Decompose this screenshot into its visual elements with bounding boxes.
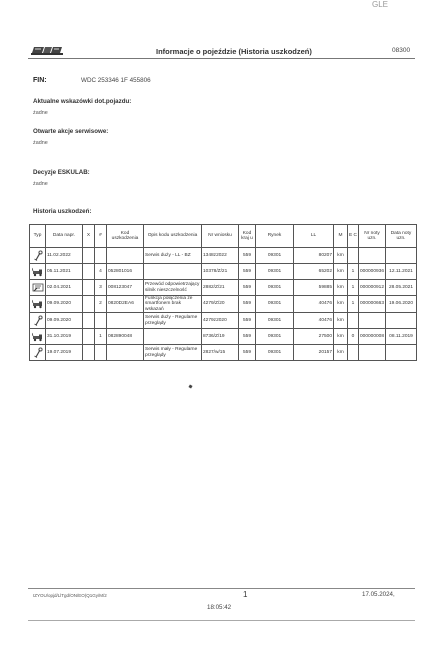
cell-ec: 0 <box>348 329 359 345</box>
cell-x <box>83 248 95 264</box>
cell-country: 559 <box>239 296 256 313</box>
column-header: Kod kraj u <box>239 225 256 248</box>
column-header: Data napr. <box>46 225 83 248</box>
stray-mark <box>188 384 192 388</box>
cell-unit: km <box>334 345 348 361</box>
page-title: Informacje o pojeździe (Historia uszkodzeń) <box>156 47 312 56</box>
section-title-history: Historia uszkodzeń: <box>33 208 92 215</box>
cell-note-no: 000000912 <box>359 280 386 296</box>
table-row <box>30 296 417 313</box>
cell-ll: 27500 <box>294 329 334 345</box>
cell-x <box>83 329 95 345</box>
cell-claim: 4279z2020 <box>202 313 239 329</box>
section-value-vehicle-notes: żadne <box>33 110 48 116</box>
cell-market: 09301 <box>256 264 294 280</box>
header-divider <box>28 58 415 59</box>
wrench-icon <box>30 313 46 329</box>
cell-ec: 1 <box>348 280 359 296</box>
document-number: 08300 <box>392 47 411 54</box>
cell-num <box>95 345 107 361</box>
cell-ec <box>348 313 359 329</box>
section-title-open-actions: Otwarte akcje serwisowe: <box>33 128 109 135</box>
wrench-icon <box>30 248 46 264</box>
cell-country: 559 <box>239 329 256 345</box>
column-header: M <box>334 225 348 248</box>
cell-note-no: 000000008 <box>359 329 386 345</box>
cell-note-no <box>359 313 386 329</box>
cell-num: 1 <box>95 329 107 345</box>
column-header: E C <box>348 225 359 248</box>
tow-truck-icon <box>30 296 46 313</box>
cell-unit: km <box>334 329 348 345</box>
wrench-icon <box>30 345 46 361</box>
cell-desc: Serwis duży - LL - BZ <box>144 248 202 264</box>
section-value-eskulab: żadne <box>33 181 48 187</box>
cell-ll: 80207 <box>294 248 334 264</box>
cell-country: 559 <box>239 313 256 329</box>
cell-note-no <box>359 345 386 361</box>
cell-note-date: 19.06.2020 <box>386 296 417 313</box>
cell-claim: 4279/Z/20 <box>202 296 239 313</box>
cell-unit: km <box>334 296 348 313</box>
cell-code: 0820D2EA6 <box>107 296 144 313</box>
cell-country: 559 <box>239 345 256 361</box>
cell-note-date: 12.11.2021 <box>386 264 417 280</box>
cell-code: 052801016 <box>107 264 144 280</box>
table-row <box>30 313 417 329</box>
footer-page-number: 1 <box>243 590 248 599</box>
table-row <box>30 345 417 361</box>
cell-note-no <box>359 248 386 264</box>
cell-num: 3 <box>95 280 107 296</box>
cell-code <box>107 345 144 361</box>
cell-date: 09.09.2020 <box>46 313 83 329</box>
cell-x <box>83 345 95 361</box>
cell-desc: Serwis duży - Regularne przeglądy <box>144 313 202 329</box>
table-row <box>30 248 417 264</box>
footer-divider <box>28 588 415 589</box>
cell-claim: 2827/w/15 <box>202 345 239 361</box>
fin-value: WDC 253346 1F 455806 <box>81 77 151 84</box>
column-header: Nr noty uzn. <box>359 225 386 248</box>
cell-code <box>107 248 144 264</box>
cell-num <box>95 313 107 329</box>
cell-num: 4 <box>95 264 107 280</box>
cell-date: 19.07.2019 <box>46 345 83 361</box>
column-header: # <box>95 225 107 248</box>
cell-country: 559 <box>239 280 256 296</box>
column-header: Opis kodu uszkodzenia <box>144 225 202 248</box>
cell-desc: Serwis mały - Regularne przeglądy <box>144 345 202 361</box>
cell-desc <box>144 264 202 280</box>
recall-icon <box>30 280 46 296</box>
cell-ec <box>348 345 359 361</box>
cell-date: 05.11.2021 <box>46 264 83 280</box>
column-header: Typ <box>30 225 46 248</box>
table-row <box>30 280 417 296</box>
footer-time: 18:05:42 <box>207 604 232 611</box>
cell-ll: 65202 <box>294 264 334 280</box>
cell-note-no: 000000663 <box>359 296 386 313</box>
table-row <box>30 329 417 345</box>
table-header-row <box>30 225 417 248</box>
cell-x <box>83 296 95 313</box>
cell-ll: 20157 <box>294 345 334 361</box>
column-header: X <box>83 225 95 248</box>
fin-label: FIN: <box>33 77 47 84</box>
cell-code <box>107 313 144 329</box>
cell-market: 09301 <box>256 345 294 361</box>
damage-history-table <box>29 224 417 361</box>
cell-code: 008123047 <box>107 280 144 296</box>
cell-country: 559 <box>239 264 256 280</box>
cell-market: 09301 <box>256 296 294 313</box>
cell-market: 09301 <box>256 280 294 296</box>
cell-x <box>83 313 95 329</box>
cell-unit: km <box>334 248 348 264</box>
cell-market: 09301 <box>256 329 294 345</box>
cell-note-date <box>386 313 417 329</box>
footer-document-id: IZYOU/opjd/LlTgd/ON/EO(Q1Gy/M/2 <box>33 593 107 598</box>
cell-claim: 1348z2022 <box>202 248 239 264</box>
cell-ll: 40476 <box>294 313 334 329</box>
cell-desc <box>144 329 202 345</box>
evobus-logo <box>30 44 64 58</box>
cell-num <box>95 248 107 264</box>
cell-date: 09.09.2020 <box>46 296 83 313</box>
cell-country: 559 <box>239 248 256 264</box>
cell-date: 31.10.2019 <box>46 329 83 345</box>
cell-unit: km <box>334 264 348 280</box>
cell-market: 09301 <box>256 313 294 329</box>
cell-claim: 2882/Z/21 <box>202 280 239 296</box>
column-header: Data noty uzn. <box>386 225 417 248</box>
cell-x <box>83 264 95 280</box>
column-header: Kod uszkodzenia <box>107 225 144 248</box>
cell-unit: km <box>334 280 348 296</box>
column-header: Rynek <box>256 225 294 248</box>
cell-note-no: 000000936 <box>359 264 386 280</box>
cell-ec <box>348 248 359 264</box>
footer-date: 17.05.2024, <box>362 591 395 598</box>
column-header: LL <box>294 225 334 248</box>
cell-date: 11.02.2022 <box>46 248 83 264</box>
cell-claim: 10378/Z/21 <box>202 264 239 280</box>
cell-desc: Przewód odpowietrzający silnik nieszczelność <box>144 280 202 296</box>
cell-note-date: 28.05.2021 <box>386 280 417 296</box>
cell-x <box>83 280 95 296</box>
cell-market: 09301 <box>256 248 294 264</box>
page-mark: GLE <box>372 0 389 9</box>
cell-ec: 1 <box>348 264 359 280</box>
tow-truck-icon <box>30 264 46 280</box>
cell-note-date <box>386 345 417 361</box>
table-row <box>30 264 417 280</box>
bottom-divider <box>28 620 415 621</box>
cell-note-date <box>386 248 417 264</box>
cell-ll: 40476 <box>294 296 334 313</box>
cell-desc: Funkcja połączenia ze smartfonem brak wskazań <box>144 296 202 313</box>
section-title-vehicle-notes: Aktualne wskazówki dot.pojazdu: <box>33 98 132 105</box>
cell-num: 2 <box>95 296 107 313</box>
cell-claim: 8736/Z/19 <box>202 329 239 345</box>
cell-ll: 59885 <box>294 280 334 296</box>
cell-unit: km <box>334 313 348 329</box>
section-title-eskulab: Decyzje ESKULAB: <box>33 169 90 176</box>
cell-ec: 1 <box>348 296 359 313</box>
section-value-open-actions: żadne <box>33 140 48 146</box>
column-header: Nr wniosku <box>202 225 239 248</box>
tow-truck-icon <box>30 329 46 345</box>
cell-code: 082890048 <box>107 329 144 345</box>
cell-date: 02.04.2021 <box>46 280 83 296</box>
cell-note-date: 08.11.2019 <box>386 329 417 345</box>
